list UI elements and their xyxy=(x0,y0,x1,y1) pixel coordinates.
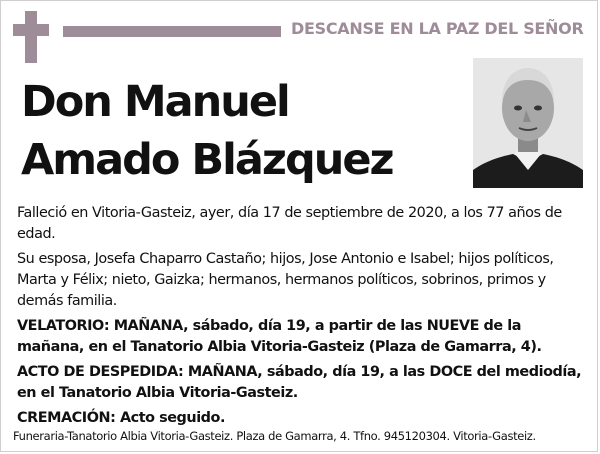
death-paragraph: Falleció en Vitoria-Gasteiz, ayer, día 17 de septiembre de 2020, a los 77 años de edad. xyxy=(17,205,562,242)
deceased-name-line2: Amado Blázquez xyxy=(21,135,393,185)
velatorio-paragraph: VELATORIO: MAÑANA, sábado, día 19, a partir de las NUEVE de la mañana, en el Tanatorio Albia Vitoria-Gasteiz (Plaza de Gamarra, 4). xyxy=(17,318,542,355)
header-heading: DESCANSE EN LA PAZ DEL SEÑOR xyxy=(291,19,584,38)
deceased-name-line1: Don Manuel xyxy=(21,77,289,127)
funeral-home-footer: Funeraria-Tanatorio Albia Vitoria-Gasteiz. Plaza de Gamarra, 4. Tfno. 945120304. Vitoria-Gasteiz. xyxy=(13,429,536,443)
deceased-name xyxy=(21,73,451,189)
cross-icon xyxy=(13,11,49,63)
despedida-paragraph: ACTO DE DESPEDIDA: MAÑANA, sábado, día 19, a las DOCE del mediodía, en el Tanatorio Albia Vitoria-Gasteiz. xyxy=(17,364,582,401)
deceased-portrait-photo xyxy=(473,58,583,188)
family-paragraph: Su esposa, Josefa Chaparro Castaño; hijos, Jose Antonio e Isabel; hijos políticos, Marta y Félix; nieto, Gaizka; hermanos, hermanos políticos, sobrinos, primos y demás familia. xyxy=(17,251,554,309)
header-divider-bar xyxy=(63,26,281,37)
obituary-body xyxy=(17,203,583,433)
cremacion-paragraph: CREMACIÓN: Acto seguido. xyxy=(17,410,225,426)
